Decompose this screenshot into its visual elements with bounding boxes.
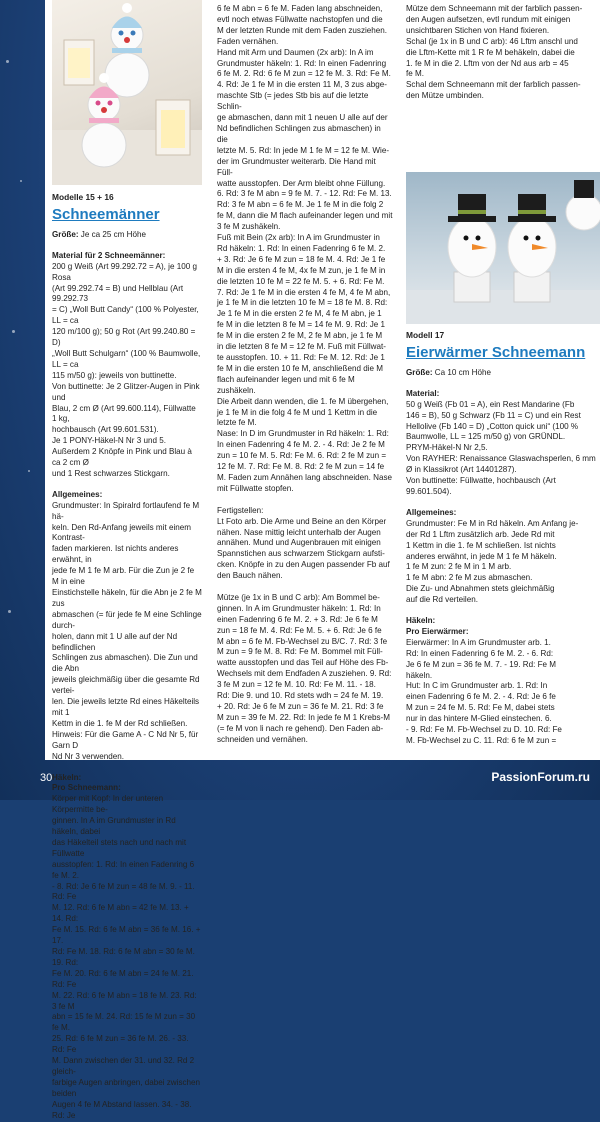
material-text	[406, 400, 596, 498]
text-line: in die letzten 8 fe M = 12 fe M. Fuß mit Füllwat-	[217, 342, 386, 352]
text-line: 1 fe M abn: 2 fe M zus abmaschen.	[406, 573, 533, 583]
text-line: evtl noch etwas Füllwatte nachstopfen und die	[217, 14, 383, 24]
crochet-heading: Häkeln:	[52, 772, 82, 782]
text-line: nur in das hintere M-Glied einstechen. 6.	[406, 714, 552, 724]
text-line: 6. Rd: 3 fe M abn = 9 fe M. 7. - 12. Rd: Fe M. 13.	[217, 189, 392, 199]
general-text	[406, 519, 596, 606]
text-line: Rd häkeln: 1. Rd: In einen Fadenring 6 fe M. 2.	[217, 243, 386, 253]
text-line: fe M, dann die M flach aufeinander legen und mit	[217, 211, 393, 221]
text-line: 99.601.504).	[406, 486, 452, 496]
material-heading: Material:	[406, 388, 440, 398]
text-line: letzte M. 5. Rd: In jede M 1 fe M = 12 fe M. Wie-	[217, 145, 390, 155]
text-line: Rd: In einen Fadenring 6 fe M. 2. - 6. Rd:	[406, 648, 554, 658]
page-number: 30	[40, 772, 53, 784]
text-line: Fertigstellen:	[217, 505, 264, 515]
text-line: der im Grundmuster weiterarb. Die Hand mit Füll-	[217, 156, 376, 177]
column-2-text	[217, 4, 393, 746]
snowflake	[8, 610, 11, 613]
text-line: + 20. Rd: Je 6 fe M zun = 36 fe M. 21. Rd: 3 fe	[217, 702, 384, 711]
text-line: Von RAYHER: Renaissance Glaswachsperlen, 6 mm	[406, 454, 596, 464]
text-line: ginnen. In A im Grundmuster häkeln: 1. Rd: In	[217, 603, 381, 613]
text-line: - 9. Rd: Fe M. Fb-Wechsel zu D. 10. Rd: Fe	[406, 725, 562, 735]
column-3-top-text	[406, 4, 596, 102]
text-line: fe M in die ersten 2 fe M, 2 fe M abn, je 1 fe M	[217, 331, 383, 341]
text-line: fe M in die ersten 10 fe M, anschließend die M	[217, 363, 384, 373]
text-line: Wechsels mit dem Endfaden A zusziehen. 9. Rd:	[217, 669, 392, 679]
text-line: Mütze dem Schneemann mit der farblich passen-	[406, 4, 583, 13]
material-text: 200 g Weiß (Art 99.292.72 = A), je 100 g Rosa (Art 99.292.74 = B) und Hellblau (Art 99.292.73 = C) „Woll Butt Candy“ (100 % Polyester, LL = ca 120 m/100 g); 50 g Rot (Art 99.240.80 = D) „Woll Butt Schulgarn“ (100 % Baumwolle, LL = ca 115 m/50 g): jeweils von buttinette. Von buttinette: Je 2 Glitzer-Augen in Pink und Blau, 2 cm Ø (Art 99.600.114), Füllwatte 1 kg, hochbausch (Art 99.601.531). Je 1 PONY-Häkel-N Nr 3 und 5. Außerdem 2 Knöpfe in Pink und Blau à ca 2 cm Ø und 1 Rest schwarzes Stickgarn.	[52, 261, 201, 478]
crochet-text: Körper mit Kopf: In der unteren Körpermitte be- ginnen. In A im Grundmuster in Rd häkeln, dabei das Häkelteil stets nach und nach mit Füllwatte ausstopfen: 1. Rd: In einen Fadenring 6 fe M. 2. - 8. Rd: Je 6 fe M zun = 48 fe M. 9. - 11. Rd: Fe M. 12. Rd: 6 fe M abn = 42 fe M. 13. + 14. Rd: Fe M. 15. Rd: 6 fe M abn = 36 fe M. 16. + 17. Rd: Fe M. 18. Rd: 6 fe M abn = 30 fe M. 19. Rd: Fe M. 20. Rd: 6 fe M abn = 24 fe M. 21. Rd: Fe M. 22. Rd: 6 fe M abn = 18 fe M. 23. Rd: 3 fe M abn = 15 fe M. 24. Rd: 15 fe M zun = 30 fe M. 25. Rd: 6 fe M zun = 36 fe M. 26. - 33. Rd: Fe M. Dann zwischen der 31. und 32. Rd 2 gleich- farbige Augen anbringen, dabei zwischen beiden Augen 4 fe M Abstand lassen. 34. - 38. Rd: Je	[52, 794, 201, 1120]
text-line: ge abmaschen, dann mit 1 neuen U alle auf der	[217, 113, 388, 123]
text-line: Grundmuster: Fe M in Rd häkeln. Am Anfang je-	[406, 518, 579, 528]
egg-warmer-photo	[406, 172, 600, 324]
column-3-lower	[406, 330, 596, 747]
column-1	[52, 192, 202, 1122]
general-heading: Allgemeines:	[406, 507, 457, 517]
text-line: Fuß mit Bein (2x arb): In A im Grundmuster in	[217, 233, 380, 243]
text-line: M in die ersten 4 fe M, 4x fe M zun, je 1 fe M in	[217, 265, 386, 275]
text-line: schneiden und vernähen.	[217, 734, 308, 744]
general-heading: Allgemeines:	[52, 489, 103, 499]
text-line: Nase: In D im Grundmuster in Rd häkeln: 1. Rd:	[217, 429, 389, 439]
text-line: fe M in die letzten 8 fe M = 14 fe M. 9. Rd: Je 1	[217, 320, 386, 330]
text-line: Hut: In C im Grundmuster arb. 1. Rd: In	[406, 681, 548, 691]
section-title: Schneemänner	[52, 205, 160, 223]
text-line: der Rd 1 Lftm zusätzlich arb. Jede Rd mit	[406, 529, 555, 539]
text-line: flach aufeinander legen und mit 6 fe M zushäkeln.	[217, 374, 355, 395]
text-line: Von buttinette: Füllwatte, hochbausch (Art	[406, 476, 556, 486]
site-watermark: PassionForum.ru	[491, 770, 590, 784]
text-line: maschte Stb (= jedes Stb bis auf die letzte Schlin-	[217, 91, 369, 112]
text-line: Schal (je 1x in B und C arb): 46 Lftm anschl und	[406, 36, 578, 46]
text-line: Spannstichen aus schwarzem Stickgarn aufsti-	[217, 549, 385, 559]
text-line: mit Füllwatte stopfen.	[217, 483, 294, 493]
text-line: 6 fe M abn = 6 fe M. Faden lang abschneiden,	[217, 4, 383, 13]
text-line	[217, 495, 393, 506]
text-line: fe M.	[406, 69, 424, 79]
text-line	[217, 582, 393, 593]
text-line: Hand mit Arm und Daumen (2x arb): In A im	[217, 47, 374, 57]
size-label: Größe:	[52, 229, 79, 239]
model-label: Modelle 15 + 16	[52, 192, 114, 202]
text-line: zun = 10 fe M. 5. Rd: Fe M. 6. Rd: 2 fe M zun =	[217, 451, 387, 461]
text-line: einen Fadenring 6 fe M. 2. + 3. Rd: Je 6 fe M	[217, 614, 378, 624]
text-line: nähen. Nase mittig leicht unterhalb der Augen	[217, 527, 381, 537]
text-line: 3 fe M zun = 12 fe M. 10. Rd: Fe M. 11. - 18.	[217, 680, 376, 690]
text-line: M zun = 9 fe M. 8. Rd: Fe M. Bommel mit Füll-	[217, 647, 383, 657]
text-line: Die Zu- und Abnahmen stets gleichmäßig	[406, 584, 555, 594]
text-line: häkeln.	[406, 670, 433, 680]
size-value: Ca 10 cm Höhe	[432, 367, 492, 377]
text-line: M zun = 39 fe M. 22. Rd: In jede fe M 1 Krebs-M	[217, 712, 390, 722]
model-label: Modell 17	[406, 330, 445, 340]
text-line: 12 fe M. 7. Rd: Fe M. 8. Rd: 2 fe M zun = 14 fe	[217, 462, 385, 472]
text-line: Faden vernähen.	[217, 36, 279, 46]
text-line: Rd: 3 fe M abn = 6 fe M. Je 1 fe M in die folg 2	[217, 200, 384, 210]
snowflake	[6, 60, 9, 63]
text-line: cken. Knöpfe in zu den Augen passender Fb auf	[217, 560, 390, 570]
crochet-heading: Häkeln:	[406, 616, 436, 626]
text-line: watte ausstopfen und das Teil auf Höhe des Fb-	[217, 658, 389, 668]
column-2	[217, 4, 393, 746]
text-line: unsichtbaren Stichen von Hand fixieren.	[406, 25, 550, 35]
text-line: Grundmuster häkeln: 1. Rd: In einen Fadenring	[217, 58, 387, 68]
text-line: anderes erwähnt, in jede M 1 fe M häkeln.	[406, 551, 557, 561]
text-line: Die Arbeit dann wenden, die 1. fe M übergehen,	[217, 396, 389, 406]
text-line: PRYM-Häkel-N Nr 2,5.	[406, 443, 488, 453]
size-label: Größe:	[406, 367, 433, 377]
text-line: die letzten 10 fe M = 22 fe M. 5. + 6. Rd: Fe M.	[217, 276, 385, 286]
text-line: auf die Rd verteilen.	[406, 595, 478, 605]
text-line: 1. fe M in die 2. Lftm von der Nd aus arb = 45	[406, 58, 569, 68]
text-line: M. Fb-Wechsel zu C. 11. Rd: 6 fe M zun =	[406, 736, 557, 745]
text-line: Schal dem Schneemann mit der farblich passen-	[406, 80, 581, 90]
text-line: 7. Rd: Je 1 fe M in die ersten 4 fe M, 4 fe M abn,	[217, 287, 391, 297]
text-line: 1 fe M zun: 2 fe M in 1 M arb.	[406, 562, 512, 572]
crochet-subheading: Pro Eierwärmer:	[406, 626, 469, 636]
text-line: In einen Fadenring 4 fe M. 2. - 4. Rd: Je 2 fe M	[217, 440, 385, 450]
text-line: Ø in Klassikrot (Art 14401287).	[406, 465, 517, 475]
text-line: Rd: Die 9. und 10. Rd stets wdh = 24 fe M. 19.	[217, 691, 384, 701]
text-line: Lt Foto arb. Die Arme und Beine an den Körper	[217, 516, 387, 526]
text-line: je 1 fe M in die folg 4 fe M und 1 Kettm in die	[217, 407, 378, 417]
text-line: einen Fadenring 6 fe M. 2. - 4. Rd: Je 6 fe	[406, 692, 556, 702]
column-3	[406, 4, 596, 102]
text-line: 1 Kettm in die 1. fe M schließen. Ist nichts	[406, 540, 556, 550]
text-line: Mütze (je 1x in B und C arb): Am Bommel be-	[217, 592, 380, 602]
crochet-subheading: Pro Schneemann:	[52, 783, 121, 793]
text-line: die Lftm-Kette mit 1 R fe M behäkeln, dabei die	[406, 47, 575, 57]
text-line: Eierwärmer: In A im Grundmuster arb. 1.	[406, 637, 551, 647]
section-title: Eierwärmer Schneemann	[406, 343, 586, 361]
snowflake	[20, 180, 22, 182]
text-line: (= fe M von li nach re gehend). Den Faden ab-	[217, 723, 384, 733]
text-line: letzte fe M.	[217, 418, 257, 428]
text-line: M der letzten Runde mit dem Faden zusziehen.	[217, 25, 388, 35]
text-line: M abn = 6 fe M. Fb-Wechsel zu B/C. 7. Rd: 3 fe	[217, 636, 388, 646]
text-line: Je 6 fe M zun = 36 fe M. 7. - 19. Rd: Fe M	[406, 659, 557, 669]
text-line: M. Faden zum Annähen lang abschneiden. Nase	[217, 472, 393, 482]
text-line: den Mütze umbinden.	[406, 91, 484, 101]
text-line: Hellolive (Fb 140 = D) „Cotton quick uni“ (100 %	[406, 421, 579, 431]
text-line: den Bauch nähen.	[217, 571, 283, 581]
text-line: Baumwolle, LL = 125 m/50 g) von GRÜNDL.	[406, 432, 566, 442]
text-line: te ausstopfen. 10. + 11. Rd: Fe M. 12. Rd: Je 1	[217, 353, 385, 362]
text-line: 50 g Weiß (Fb 01 = A), ein Rest Mandarine (Fb	[406, 399, 575, 409]
text-line: Je 1 fe M in die ersten 2 fe M, 4 fe M abn, je 1	[217, 309, 382, 319]
text-line: Nd befindlichen Schlingen zus abmaschen) in die	[217, 123, 381, 144]
text-line: annähen. Mund und Augenbrauen mit einigen	[217, 538, 381, 548]
snowflake	[28, 470, 30, 472]
text-line: watte ausstopfen. Der Arm bleibt ohne Füllung.	[217, 178, 386, 188]
material-heading: Material für 2 Schneemänner:	[52, 250, 166, 260]
text-line: je 1 fe M in die letzten 10 fe M = 18 fe M. 8. Rd:	[217, 298, 388, 308]
text-line: M zun = 24 fe M. 5. Rd: Fe M, dabei stets	[406, 703, 555, 713]
crochet-text	[406, 638, 596, 747]
text-line: zun = 18 fe M. 4. Rd: Fe M. 5. + 6. Rd: Je 6 fe	[217, 625, 382, 635]
text-line: 146 = B), 50 g Schwarz (Fb 11 = C) und ein Rest	[406, 410, 581, 420]
snowmen-photo	[52, 0, 202, 185]
general-text: Grundmuster: In Spiralrd fortlaufend fe M hä- keln. Den Rd-Anfang jeweils mit einem Kontrast- faden markieren. Ist nichts anderes erwähnt, in jede fe M 1 fe M arb. Für die Zun je 2 fe M in eine Einstichstelle häkeln, für die Abn je 2 fe M zus abmaschen (= für jede fe M eine Schlinge durch- holen, dann mit 1 U alle auf der Nd befindlichen Schlingen zus abmaschen). Die Zun und die Abn jeweils gleichmäßig über die gesamte Rd vertei- len. Die jeweils letzte Rd eines Häkelteils mit 1 Kettm in die 1. fe M der Rd schließen. Hinweis: Für die Game A - C Nd Nr 5, für Garn D Nd Nr 3 verwenden.	[52, 500, 202, 761]
text-line: + 3. Rd: Je 6 fe M zun = 18 fe M. 4. Rd: Je 1 fe	[217, 254, 386, 264]
text-line: 6 fe M. 2. Rd: 6 fe M zun = 12 fe M. 3. Rd: Fe M.	[217, 69, 391, 79]
size-value: Je ca 25 cm Höhe	[78, 229, 147, 239]
text-line: 3 fe M zushäkeln.	[217, 222, 281, 232]
text-line: den Augen aufsetzen, evtl rundum mit einigen	[406, 14, 571, 24]
snowflake	[12, 330, 15, 333]
text-line: 4. Rd: Je 1 fe M in die ersten 11 M, 3 zus abge-	[217, 80, 387, 90]
